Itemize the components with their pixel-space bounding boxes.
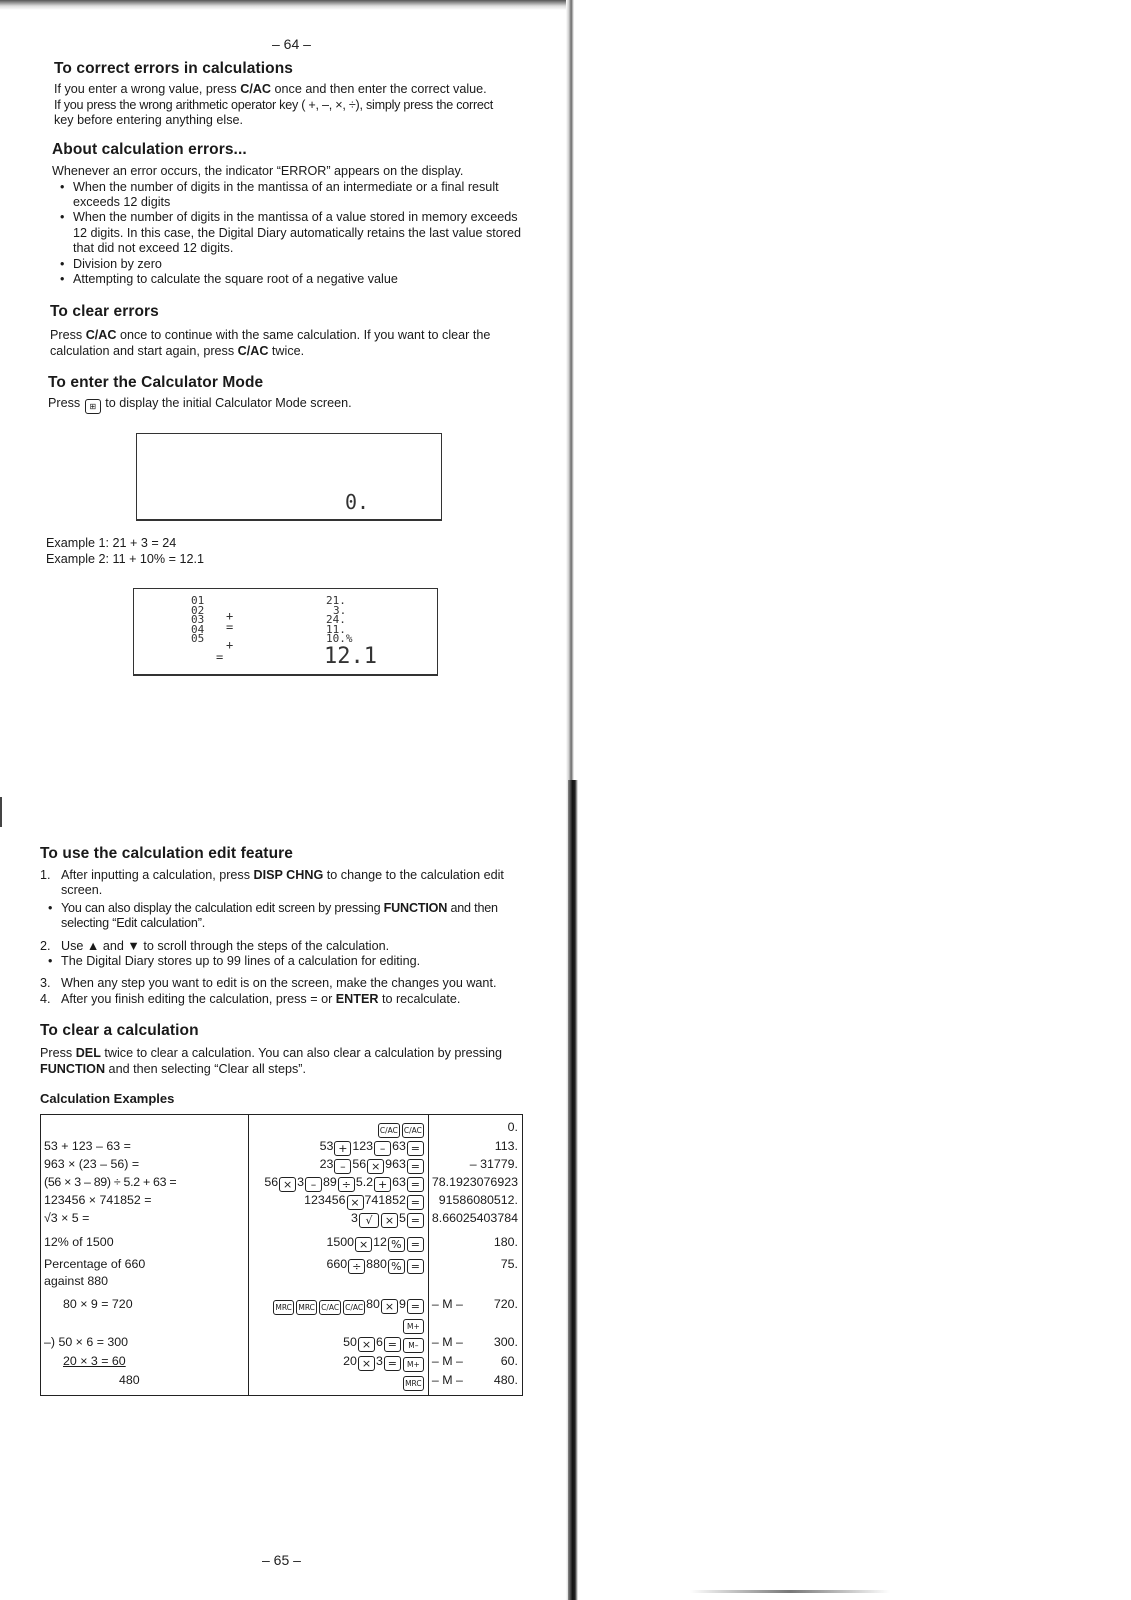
text: If you enter a wrong value, press [54,82,241,96]
square-root-key-icon: √ [359,1213,379,1228]
lcd-values [326,596,353,644]
equals-key-icon: = [407,1159,424,1174]
text: once to continue with the same calculation. If you want to clear the calculation and start again, press [50,328,491,358]
table-cell: – 31779. [469,1157,518,1171]
table-cell: 12% of 1500 [41,1228,249,1252]
table-cell [249,1334,429,1353]
list-item: • Attempting to calculate the square root of a negative value [52,272,530,287]
lcd-result: 12.1 [324,644,377,669]
mrc-key-icon: MRC [403,1376,424,1391]
lcd-step: 02 [191,603,205,617]
text: to scroll through the steps of the calculation. [139,938,390,953]
lcd-example-screen [133,588,438,676]
lcd-op: = [216,650,224,664]
cac-key-icon: C/AC [319,1300,341,1315]
mrc-key-icon: MRC [273,1300,294,1315]
number: 56 [264,1175,279,1189]
number: 20 [343,1354,357,1368]
step-number: 3. [40,976,51,991]
number: 50 [343,1335,357,1349]
times-key-icon: × [279,1177,296,1192]
table-cell [428,1290,522,1334]
times-key-icon: × [355,1237,372,1252]
times-key-icon: × [358,1356,375,1371]
table-cell [249,1115,429,1139]
text: If you press the wrong arithmetic operator key ( +, –, ×, ÷), simply press the correct [54,97,493,112]
equals-key-icon: = [407,1195,424,1210]
table-cell [249,1174,429,1192]
heading-clear-calculation: To clear a calculation [40,1022,199,1039]
table-cell [249,1138,429,1156]
step-number: 2. [40,938,51,953]
result: 480. [493,1373,518,1387]
text: After inputting a calculation, press [61,868,254,882]
text: once and then enter the correct value. [271,82,487,96]
result: 300. [493,1335,518,1349]
error-list [52,180,530,288]
calculation-examples-table [40,1114,523,1396]
text: 20 × 3 = 60 [63,1354,126,1368]
percent-key-icon: % [388,1237,405,1252]
key-disp-chng: DISP CHNG [253,868,324,882]
table-cell [428,1353,522,1372]
key-cac: C/AC [237,343,269,358]
calculator-key-icon: ⊞ [85,399,101,414]
lcd-step: 03 [191,613,205,626]
down-arrow-icon: ▼ [127,938,140,953]
list-item: • Division by zero [52,257,530,272]
memory-plus-key-icon: M+ [403,1319,424,1334]
number: 53 [319,1139,334,1153]
table-cell: 78.1923076923 [431,1175,518,1189]
table-cell [41,1115,249,1139]
para-enter-calculator-mode [48,396,528,414]
times-key-icon: × [381,1213,398,1228]
list-item: • When the number of digits in the mantissa of a value stored in memory exceeds 12 digits. In this case, the Digital Diary automatically retains the last value stored that did not exceed 12 digits. [52,210,530,256]
number: 5 [398,1211,406,1225]
heading-calculation-examples: Calculation Examples [40,1091,175,1106]
table-cell: 180. [493,1235,518,1249]
equals-key-icon: = [407,1237,424,1252]
number: 56 [352,1157,367,1171]
lcd-op: + [226,638,234,652]
lcd-initial-screen [136,433,442,521]
text: against 880 [44,1274,109,1288]
times-key-icon: × [358,1337,375,1352]
lcd-op: + [226,609,234,623]
text: Press [48,396,84,410]
lcd-value: 3. [333,603,347,617]
equals-key-icon: = [384,1337,401,1352]
table-row [41,1290,523,1334]
text: twice. [268,343,305,358]
divide-key-icon: ÷ [348,1259,365,1274]
table-cell: 113. [494,1139,518,1153]
table-row [41,1115,523,1139]
text: Percentage of 660 [44,1257,146,1271]
text: Whenever an error occurs, the indicator “ERROR” appears on the display. [52,164,464,178]
lcd-value: 11. [326,622,346,636]
text: Use [61,938,87,953]
table-cell: 123456 × 741852 = [41,1192,249,1210]
table-cell: 963 × (23 – 56) = [41,1156,249,1174]
lcd-step: 01 [191,594,205,607]
memory-minus-key-icon: M– [403,1338,424,1353]
number: 12 [373,1235,387,1249]
para-about-errors [52,164,530,287]
key-enter: ENTER [335,991,379,1006]
table-cell [249,1156,429,1174]
text: Press [40,1046,76,1060]
number: 3 [351,1211,358,1225]
memory-indicator: – M – [431,1373,463,1387]
table-cell: 480 [41,1372,249,1396]
table-row [41,1334,523,1353]
minus-key-icon: – [374,1141,391,1156]
equals-key-icon: = [407,1299,424,1314]
scan-margin-mark [0,797,2,827]
key-cac: C/AC [240,82,272,96]
table-cell: 8.66025403784 [431,1211,518,1225]
heading-enter-calculator-mode: To enter the Calculator Mode [48,374,264,391]
lcd-value: 24. [326,613,346,626]
text: After you finish editing the calculation, press = or [61,991,336,1006]
text: and then selecting “Clear all steps”. [105,1061,306,1076]
text: to change to the calculation edit screen. [61,868,504,898]
table-row [41,1156,523,1174]
equals-key-icon: = [407,1141,424,1156]
number: 880 [366,1257,387,1271]
table-cell: √3 × 5 = [41,1210,249,1228]
table-cell: (56 × 3 – 89) ÷ 5.2 + 63 = [41,1174,249,1192]
divide-key-icon: ÷ [338,1177,355,1192]
table-row [41,1372,523,1396]
lcd-step: 05 [191,632,205,645]
table-cell: 80 × 9 = 720 [41,1290,249,1334]
lcd-op: = [226,620,234,634]
scan-binding-shadow [568,780,578,1600]
example-2: Example 2: 11 + 10% = 12.1 [46,552,204,566]
table-cell [428,1334,522,1353]
text: and then selecting “Edit calculation”. [61,900,498,931]
result: 720. [493,1297,518,1311]
text: Press [50,328,86,342]
table-row [41,1252,523,1290]
text: twice to clear a calculation. You can also clear a calculation by pressing [100,1046,503,1060]
step-number: 1. [40,868,51,882]
key-function: FUNCTION [40,1061,106,1076]
para-clear-errors [50,328,532,359]
number: 741852 [364,1193,406,1207]
result: 60. [500,1354,518,1368]
table-row [41,1353,523,1372]
edit-steps [40,868,530,1007]
table-cell: 91586080512. [438,1193,518,1207]
table-cell [41,1353,249,1372]
para-clear-calculation [40,1046,530,1077]
heading-correct-errors: To correct errors in calculations [54,60,294,77]
text: to recalculate. [378,991,461,1006]
para-correct-errors [54,82,544,129]
example-1: Example 1: 21 + 3 = 24 [46,536,177,550]
table-cell: –) 50 × 6 = 300 [41,1334,249,1353]
cac-key-icon: C/AC [343,1300,365,1315]
number: 6 [375,1335,383,1349]
mrc-key-icon: MRC [296,1300,317,1315]
scan-bottom-edge [690,1590,890,1593]
equals-key-icon: = [407,1177,424,1192]
lcd-value: 10.% [326,632,353,645]
cac-key-icon: C/AC [402,1123,424,1138]
key-del: DEL [75,1046,101,1060]
heading-edit-feature: To use the calculation edit feature [40,845,293,862]
table-cell [249,1228,429,1252]
table-cell [428,1372,522,1396]
up-arrow-icon: ▲ [86,938,100,953]
equals-key-icon: = [407,1259,424,1274]
table-row [41,1210,523,1228]
table-cell [249,1252,429,1290]
equals-key-icon: = [384,1356,401,1371]
number: 89 [323,1175,337,1189]
table-cell [249,1353,429,1372]
minus-key-icon: – [334,1159,351,1174]
minus-key-icon: – [305,1177,322,1192]
lcd-step-numbers [191,596,204,644]
table-cell [249,1210,429,1228]
table-cell [41,1252,249,1290]
number: 660 [326,1257,348,1271]
number: 63 [392,1175,406,1189]
number: 9 [398,1297,406,1311]
table-row [41,1192,523,1210]
number: 963 [385,1157,406,1171]
number: 23 [319,1157,334,1171]
number: 63 [392,1139,406,1153]
list-item [40,901,530,932]
table-row [41,1174,523,1192]
number: 80 [366,1297,380,1311]
text: and [99,938,128,953]
table-row [41,1138,523,1156]
table-cell [249,1192,429,1210]
list-item: • When the number of digits in the mantissa of an intermediate or a final result exceeds 12 digits [52,180,530,211]
key-function: FUNCTION [383,900,448,915]
number: 123456 [304,1193,346,1207]
number: 3 [297,1175,305,1189]
memory-indicator: – M – [431,1335,463,1349]
table-cell [249,1290,429,1334]
times-key-icon: × [381,1299,398,1314]
heading-clear-errors: To clear errors [50,303,159,320]
memory-indicator: – M – [431,1297,463,1311]
scan-top-edge [0,0,572,10]
heading-about-errors: About calculation errors... [52,141,247,158]
list-item [40,939,530,954]
number: 1500 [326,1235,355,1249]
table-row [41,1228,523,1252]
number: 5.2 [355,1175,374,1189]
page-number-top: – 64 – [272,36,311,52]
text: key before entering anything else. [54,113,244,127]
list-item: • The Digital Diary stores up to 99 lines of a calculation for editing. [40,954,530,969]
times-key-icon: × [367,1159,384,1174]
table-cell [249,1372,429,1396]
table-cell: 53 + 123 – 63 = [41,1138,249,1156]
text: When any step you want to edit is on the screen, make the changes you want. [61,976,497,991]
plus-key-icon: + [334,1141,351,1156]
list-item [40,868,530,899]
page-number-bottom: – 65 – [262,1552,301,1568]
key-cac: C/AC [85,328,117,342]
lcd-value: 0. [345,490,370,514]
cac-key-icon: C/AC [378,1123,400,1138]
number: 123 [352,1139,374,1153]
list-item [40,976,530,991]
times-key-icon: × [347,1195,364,1210]
text: You can also display the calculation edit screen by pressing [61,900,384,915]
memory-plus-key-icon: M+ [403,1357,424,1372]
memory-indicator: – M – [431,1354,463,1368]
list-item [40,992,530,1007]
equals-key-icon: = [407,1213,424,1228]
lcd-step: 04 [191,622,205,636]
plus-key-icon: + [374,1177,391,1192]
percent-key-icon: % [388,1259,405,1274]
lcd-value: 21. [326,594,346,607]
step-number: 4. [40,991,51,1006]
table-cell: 0. [507,1120,518,1134]
table-cell: 75. [500,1257,518,1271]
number: 3 [375,1354,383,1368]
text: to display the initial Calculator Mode screen. [101,396,352,410]
